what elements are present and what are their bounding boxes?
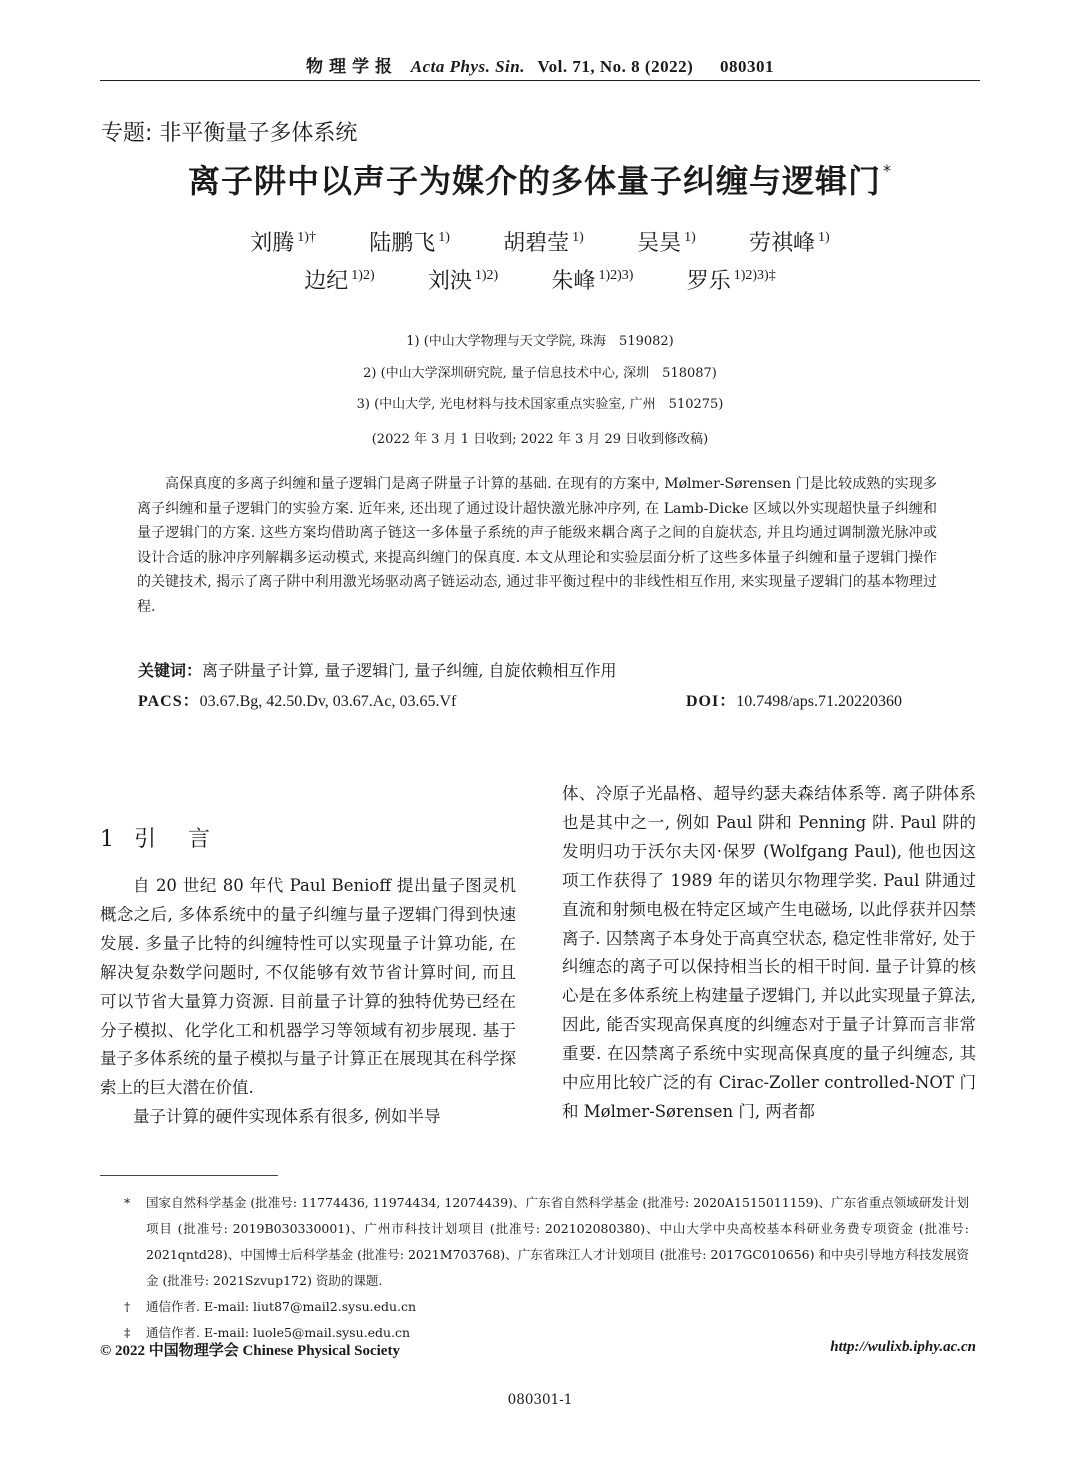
article-number: 080301 [720,57,774,76]
footnote-text: 通信作者. E-mail: liut87@mail2.sysu.edu.cn [146,1299,417,1314]
paper-title [100,156,980,202]
title-footnote-mark: * [883,161,892,180]
footnote-text: 国家自然科学基金 (批准号: 11774436, 11974434, 12074439)、广东省自然科学基金 (批准号: 2020A1515011159)、广东省重点领域研发计划项目 (批准号: 2019B030330001)、广州市科技计划项目 (批准号: 202102080380)、中山大学中央高校基本科研业务费专项资金 (批准号: 2021qntd28)、中国博士后科学基金 (批准号: 2021M703768)、广东省珠江人才计划项目 (批准号: 2017GC010656) 和中央引导地方科技发展资金 (批准号: 2021Szvup172) 资助的课题. [146,1195,969,1288]
author-name: 刘腾 [250,231,295,256]
abstract: 高保真度的多离子纠缠和量子逻辑门是离子阱量子计算的基础. 在现有的方案中, Mølmer-Sørensen 门是比较成熟的实现多离子纠缠和量子逻辑门的实验方案. 近年来, 还出现了通过设计超快激光脉冲序列, 在 Lamb-Dicke 区域以外实现超快量子纠缠和量子逻辑门的方案. 这些方案均借助离子链这一多体量子系统的声子能级来耦合离子之间的自旋状态, 并且均通过调制激光脉冲或设计合适的脉冲序列解耦多运动模式, 来提高纠缠门的保真度. 本文从理论和实验层面分析了这些多体量子纠缠和量子逻辑门操作的关键技术, 揭示了离子阱中利用激光场驱动离子链运动态, 通过非平衡过程中的非线性相互作用, 来实现量子逻辑门的基本物理过程. [137,476,937,615]
author [687,269,776,294]
footnote-mark: * [124,1195,131,1210]
author-affiliation: 1)2)3) [598,268,634,283]
author-affiliation: 1)2)3)‡ [733,268,776,283]
author-affiliation: 1)2) [474,268,499,283]
author [551,269,633,294]
author [304,269,374,294]
author-name: 胡碧莹 [503,231,570,256]
page-number: 080301-1 [507,1392,573,1408]
section-title: 引言 [134,827,243,852]
author-affiliation: 1)2) [351,268,375,283]
author [369,231,450,256]
copyright: © 2022 中国物理学会 Chinese Physical Society [100,1343,400,1359]
author-affiliation: 1) [438,230,450,245]
affiliation: 1) (中山大学物理与天文学院, 珠海 519082) [406,334,674,349]
affiliation: 3) (中山大学, 光电材料与技术国家重点实验室, 广州 510275) [356,397,724,412]
footnotes [124,1190,969,1346]
footnote-corresponding-author [124,1294,969,1320]
footnote-text: 通信作者. E-mail: luole5@mail.sysu.edu.cn [146,1325,411,1340]
paper-title-text: 离子阱中以声子为媒介的多体量子纠缠与逻辑门 [187,162,881,200]
author-name: 刘泱 [427,269,472,294]
author [428,269,498,294]
section-number: 1 [100,827,114,852]
author-name: 劳祺峰 [749,231,816,256]
affiliation: 2) (中山大学深圳研究院, 量子信息技术中心, 深圳 518087) [363,366,717,381]
journal-volume: Vol. 71, No. 8 (2022) [537,57,694,76]
pacs-doi-row [138,688,902,711]
received-date: (2022 年 3 月 1 日收到; 2022 年 3 月 29 日收到修改稿) [371,432,709,447]
header-rule [100,80,980,81]
journal-header [100,52,980,77]
author [503,231,584,256]
author-name: 朱峰 [551,269,596,294]
author-list-row-1 [100,226,980,257]
doi-label: DOI： [685,693,737,710]
author-list-row-2 [100,264,980,295]
journal-url[interactable]: http://wulixb.iphy.ac.cn [830,1339,976,1355]
body-column-left [100,872,516,1132]
section-heading [100,822,242,853]
author-name: 陆鹏飞 [369,231,436,256]
keywords-label: 关键词： [138,661,203,680]
footnote-rule [100,1175,278,1176]
doi-value: 10.7498/aps.71.20220360 [736,693,902,710]
pacs-value: 03.67.Bg, 42.50.Dv, 03.67.Ac, 03.65.Vf [199,693,457,710]
author-name: 罗乐 [686,269,731,294]
pacs-label: PACS： [138,693,200,710]
author-name: 吴昊 [637,231,682,256]
special-topic: 专题: 非平衡量子多体系统 [101,121,358,146]
author [749,231,830,256]
keywords-value: 离子阱量子计算, 量子逻辑门, 量子纠缠, 自旋依赖相互作用 [202,661,617,680]
body-column-right: 体、冷原子光晶格、超导约瑟夫森结体系等. 离子阱体系也是其中之一, 例如 Paul 阱和 Penning 阱. Paul 阱的发明归功于沃尔夫冈·保罗 (Wolfgang Paul), 他也因这项工作获得了 1989 年的诺贝尔物理学奖. Paul 阱通过直流和射频电极在特定区域产生电磁场, 以此俘获并囚禁离子. 囚禁离子本身处于高真空状态, 稳定性非常好, 处于纠缠态的离子可以保持相当长的相干时间. 量子计算的核心是在多体系统上构建量子逻辑门, 并以此实现量子算法, 因此, 能否实现高保真度的纠缠态对于量子计算而言非常重要. 在囚禁离子系统中实现高保真度的量子纠缠态, 其中应用比较广泛的有 Cirac-Zoller controlled-NOT 门和 Mølmer-Sørensen 门, 两者都 [562,784,976,1121]
author-affiliation: 1) [818,230,830,245]
journal-name-en: Acta Phys. Sin. [410,57,525,76]
journal-name-cn: 物理学报 [306,57,398,76]
author-name: 边纪 [304,269,349,294]
footnote-mark: † [124,1299,131,1314]
doi[interactable] [686,688,902,711]
footnote-mark: ‡ [124,1325,131,1340]
keywords [138,658,617,681]
footnote-funding [124,1190,969,1294]
author [250,231,316,256]
author-affiliation: 1) [572,230,584,245]
author [637,231,696,256]
author-affiliation: 1)† [297,230,316,245]
paragraph: 量子计算的硬件实现体系有很多, 例如半导 [133,1107,441,1127]
author-affiliation: 1) [684,230,696,245]
paragraph: 自 20 世纪 80 年代 Paul Benioff 提出量子图灵机概念之后, 多体系统中的量子纠缠与量子逻辑门得到快速发展. 多量子比特的纠缠特性可以实现量子计算功能, 在解决复杂数学问题时, 不仅能够有效节省计算时间, 而且可以节省大量算力资源. 目前量子计算的独特优势已经在分子模拟、化学化工和机器学习等领域有初步展现. 基于量子多体系统的量子模拟与量子计算正在展现其在科学探索上的巨大潜在价值. [100,876,516,1098]
